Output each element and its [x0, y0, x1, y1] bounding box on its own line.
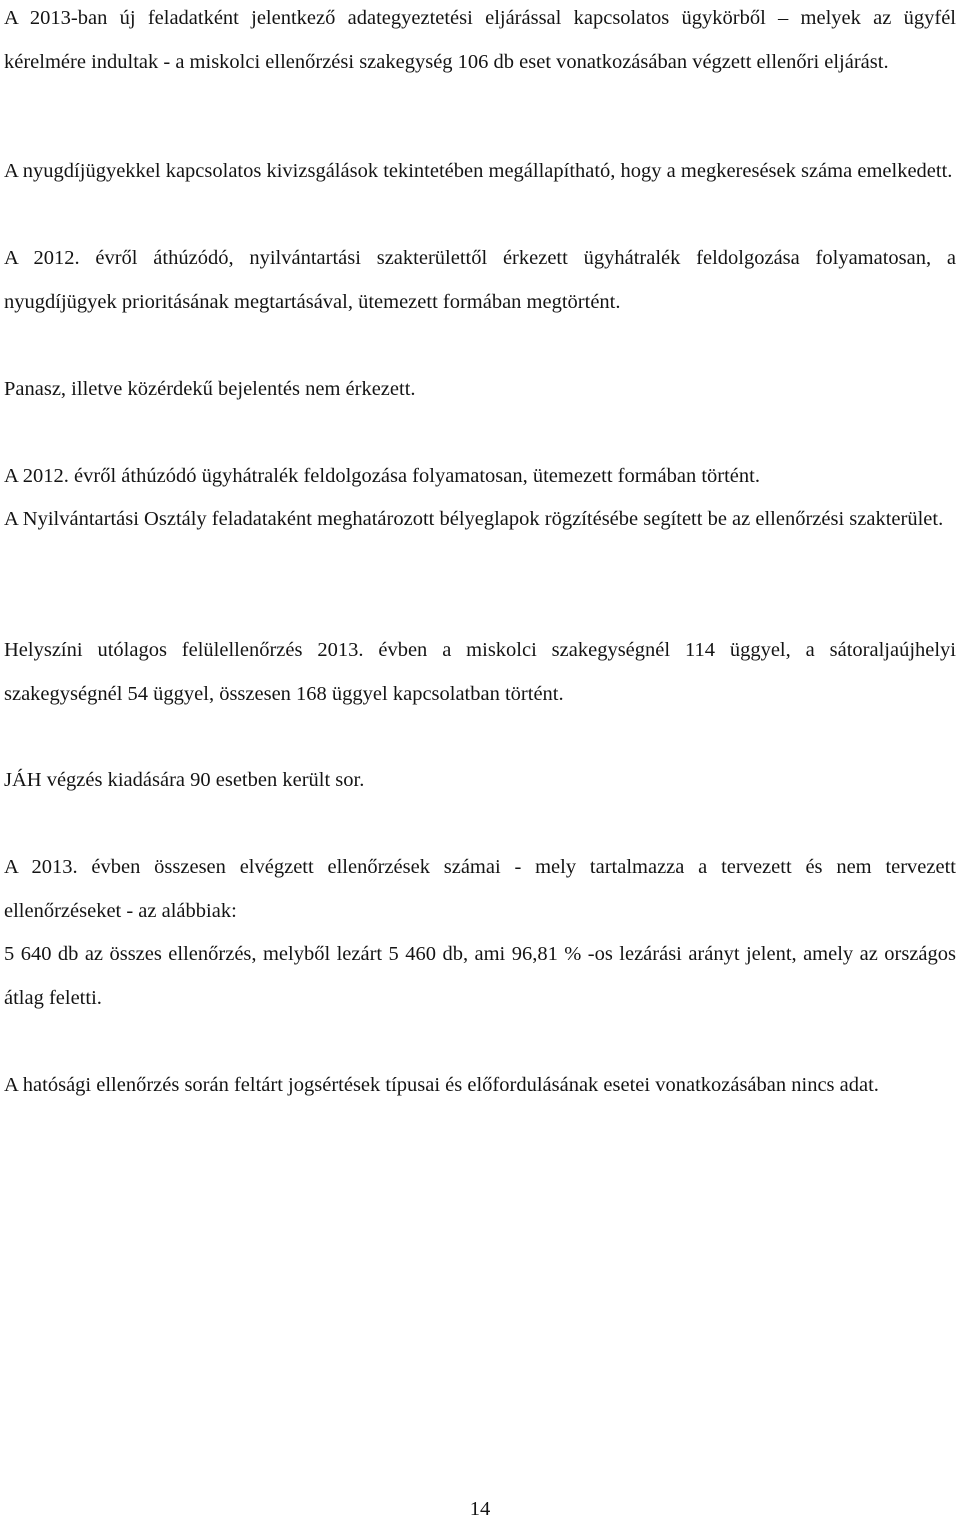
page-number: 14 [469, 1498, 491, 1520]
paragraph-osszes-ellenorzes: 5 640 db az összes ellenőrzés, melyből lezárt 5 460 db, ami 96,81 % -os lezárási arányt jelent, amely az országos átlag feletti. [4, 943, 956, 1009]
paragraph-ellenorzesek-szamai: A 2013. évben összesen elvégzett ellenőrzések számai - mely tartalmazza a tervezett és nem tervezett ellenőrzéseket - az alábbiak: [4, 856, 956, 922]
paragraph-jah-vegzes: JÁH végzés kiadására 90 esetben került sor. [4, 769, 365, 791]
paragraph-helyszini-felulellenorzes: Helyszíni utólagos felülellenőrzés 2013. évben a miskolci szakegységnél 114 üggyel, a sátoraljaújhelyi szakegységnél 54 üggyel, összesen 168 üggyel kapcsolatban történt. [4, 639, 956, 705]
paragraph-nyilvantartasi-osztaly: A Nyilvántartási Osztály feladataként meghatározott bélyeglapok rögzítésébe segített be az ellenőrzési szakterület. [4, 508, 944, 530]
paragraph-panasz: Panasz, illetve közérdekű bejelentés nem érkezett. [4, 378, 416, 400]
paragraph-nyugdijugyek: A nyugdíjügyekkel kapcsolatos kivizsgálások tekintetében megállapítható, hogy a megkeresések száma emelkedett. [4, 160, 953, 182]
paragraph-jogsertesek: A hatósági ellenőrzés során feltárt jogsértések típusai és előfordulásának esetei vonatkozásában nincs adat. [4, 1074, 879, 1096]
paragraph-adategyeztetes: A 2013-ban új feladatként jelentkező adategyeztetési eljárással kapcsolatos ügykörből – melyek az ügyfél kérelmére indultak - a miskolci ellenőrzési szakegység 106 db eset vonatkozásában végzett ellenőri eljárást. [4, 7, 956, 73]
paragraph-ugyhatralek-2012: A 2012. évről áthúzódó ügyhátralék feldolgozása folyamatosan, ütemezett formában történt. [4, 465, 760, 487]
paragraph-ugyhatralek-nyilvantartasi: A 2012. évről áthúzódó, nyilvántartási szakterülettől érkezett ügyhátralék feldolgozása folyamatosan, a nyugdíjügyek prioritásának megtartásával, ütemezett formában megtörtént. [4, 247, 956, 313]
